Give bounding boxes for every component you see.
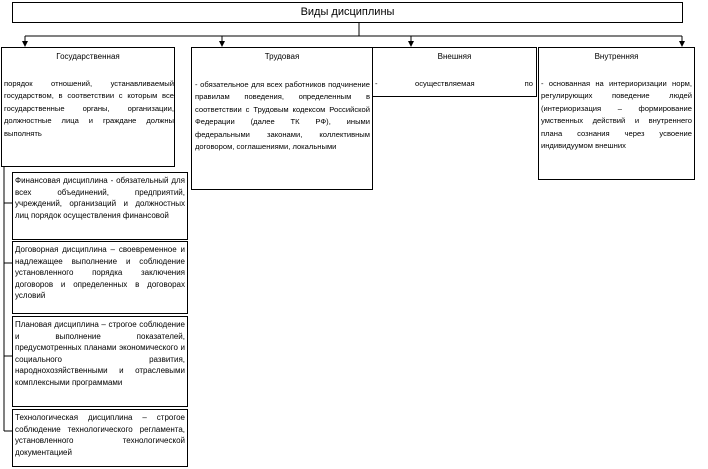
category-title: Внутренняя — [594, 52, 639, 61]
subtype-box-tekhnologicheskaya — [12, 409, 188, 467]
subtype-description: Плановая дисциплина – строгое соблюдение и выполнение показателей, предусмотренных планами экономического и социального развития, народнохозяйственными и отраслевыми комплексными программами — [15, 320, 185, 387]
subtype-box-dogovornaya — [12, 241, 188, 314]
subtype-box-planovaya — [12, 316, 188, 407]
subtype-description: Технологическая дисциплина – строгое соблюдение технологического регламента, установленного технологической документацией — [15, 413, 185, 457]
category-description-dash: - — [375, 79, 378, 88]
subtype-description: Договорная дисциплина – своевременное и надлежащее выполнение и соблюдение установленного порядка заключения договоров и определенных в договорах условий — [15, 245, 185, 300]
category-box-trudovaya — [191, 47, 373, 190]
root-title: Виды дисциплины — [300, 6, 395, 18]
category-title: Государственная — [56, 52, 120, 61]
category-title: Внешняя — [437, 52, 472, 61]
subtype-description: Финансовая дисциплина - обязательный для всех объединений, предприятий, учреждений, организаций и должностных лиц порядок осуществления финансовой — [15, 176, 185, 220]
category-description: - обязательное для всех работников подчинение правилам поведения, определенным в соответствии с Трудовым кодексом Российской Федерации (далее ТК РФ), иными федеральными законами, коллективным договором, соглашениями, локальными — [195, 80, 370, 152]
category-description: осуществляемая — [415, 79, 475, 88]
category-description-tail: по — [524, 79, 533, 88]
category-box-vneshnyaya — [372, 47, 537, 97]
root-box — [12, 2, 683, 23]
category-box-vnutrennyaya — [538, 47, 695, 180]
subtype-box-finansovaya — [12, 172, 188, 240]
category-title: Трудовая — [264, 52, 300, 61]
category-box-gosudarstvennaya — [1, 47, 175, 167]
category-description: - основанная на интериоризации норм, регулирующих поведение людей (интериоризация – формирование умственных действий и внутреннего плана сознания через усвоение индивидуумом внешних — [541, 79, 692, 151]
category-description: порядок отношений, устанавливаемый государством, в соответствии с которым все государственные органы, организации, должностные лица и граждане должны выполнять — [4, 79, 174, 138]
